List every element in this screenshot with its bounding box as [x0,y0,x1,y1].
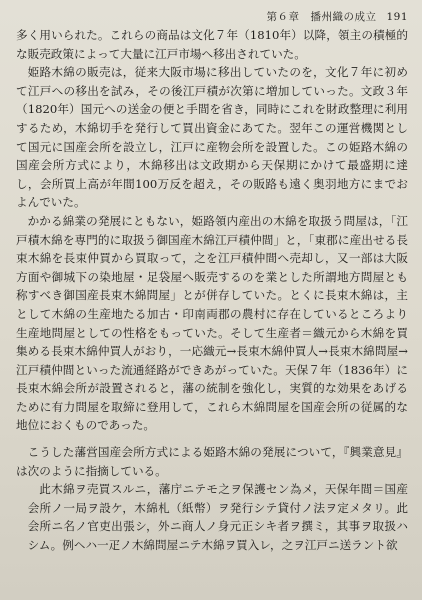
page-number: 191 [386,11,408,23]
chapter-title: 第６章 播州織の成立 [266,11,377,23]
quote-paragraph: 此木綿ヲ売買スルニ，藩庁ニテモ之ヲ保護セン為メ，天保年間＝国産会所ノ一局ヲ設ケ，木綿札（紙幣）ヲ発行シテ貸付ノ法ヲ定メタリ。此会所ニ名ノ官吏出張シ，外ニ商人ノ身元正シキ者ヲ撰ミ，其事ヲ取扱ハシム。例ヘハ一疋ノ木綿問屋ニテ木綿ヲ買入レ，之ヲ江戸ニ送ラント欲 [27,482,408,553]
paragraph-2: 姫路木綿の販売は，従来大阪市場に移出していたのを，文化７年に初めて江戸への移出を試み，その後江戸積が次第に増加していった。文政３年（1820年）国元への送金の便と手間を省き，同時にこれを財政整理に利用するため，木綿切手を発行して買出資金にあてた。翌年この運営機関として国元に国産会所を設立し，江戸に産物会所を設置した。この姫路木綿の国産会所方式により，木綿移出は文政期から天保期にかけて最盛期に達し，会所買上高が年間100万反を超え，その販路も遠く奥羽地方にまでおよんでいた。 [16,65,408,210]
paragraph-1: 多く用いられた。これらの商品は文化７年（1810年）以降，領主の積極的な販売政策によって大量に江戸市場へ移出されていた。 [16,28,408,61]
paragraph-gap [16,435,408,443]
paragraph-3: かかる綿業の発展にともない，姫路領内産出の木綿を取扱う問屋は，「江戸積木綿を専門的に取扱う御国産木綿江戸積仲間」と，「東郡に産出せる長束木綿を長束仲買から買取って，之を江戸積仲間へ売却し，又一部は大阪方面や御城下の染地屋・足袋屋へ販売するのを業とした所謂地方問屋とも称すべき御国産長束木綿問屋」とが併存していた。とくに長束木綿は，主として木綿の生産地たる加古・印南両郡の農村に存在しているところより生産地問屋としての性格をもっていた。そして生産者＝織元から木綿を買集める長束木綿仲買人がおり，一応織元→長束木綿仲買人→長束木綿問屋→江戸積仲間といった流通経路ができあがっていた。天保７年（1836年）に長束木綿会所が設置されると，藩の統制を強化し，実質的な効果をあげるために有力問屋を取締に登用して，これら木綿問屋を国産会所の従属的な地位におくものであった。 [16,213,408,433]
block-quote [16,480,408,554]
running-header [16,10,408,26]
body-text [16,26,408,480]
paragraph-4: こうした藩営国産会所方式による姫路木綿の発展について，『興業意見』は次のように指摘している。 [16,445,408,478]
